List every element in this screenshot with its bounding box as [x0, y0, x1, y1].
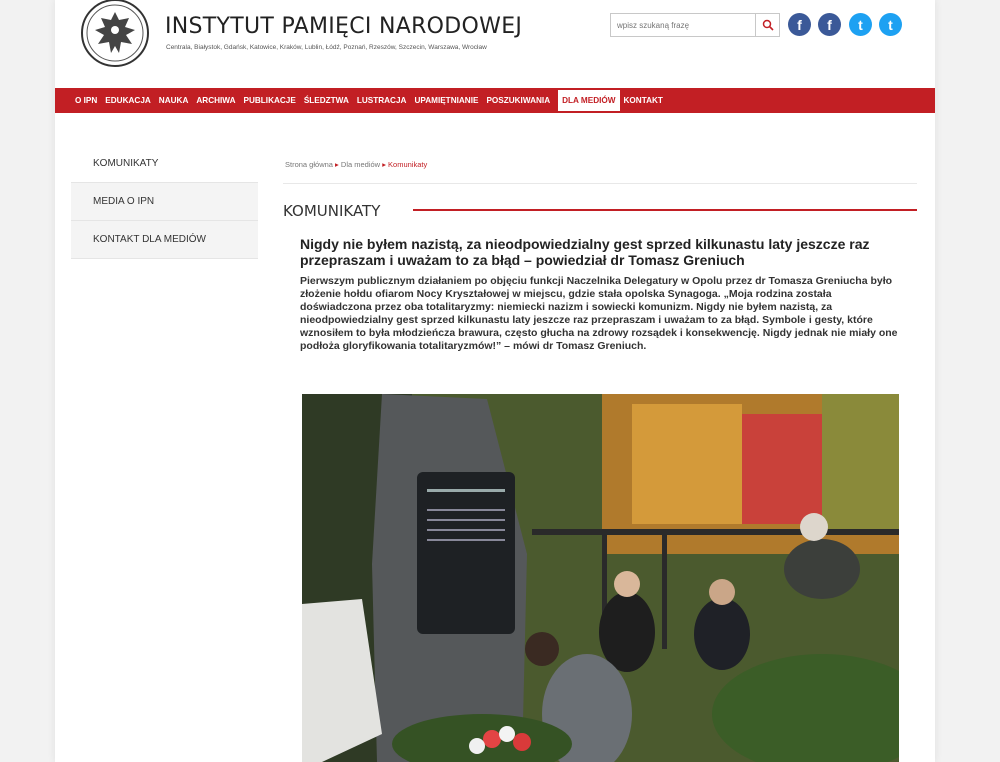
breadcrumb-current: Komunikaty [388, 160, 428, 169]
sidebar-item-kontakt-dla-mediow[interactable]: KONTAKT DLA MEDIÓW [71, 221, 258, 259]
site-header [55, 0, 935, 88]
nav-item-upamietnianie[interactable]: UPAMIĘTNIANIE [414, 96, 479, 105]
search-button[interactable] [755, 14, 779, 36]
page [55, 0, 935, 762]
divider [283, 183, 917, 184]
nav-item-kontakt[interactable]: KONTAKT [623, 96, 663, 105]
nav-item-lustracja[interactable]: LUSTRACJA [356, 96, 407, 105]
nav-item-poszukiwania[interactable]: POSZUKIWANIA [486, 96, 551, 105]
nav-item-o-ipn[interactable]: O IPN [75, 96, 98, 105]
nav-item-sledztwa[interactable]: ŚLEDZTWA [303, 96, 349, 105]
section-title: KOMUNIKATY [283, 202, 381, 220]
article-title[interactable]: Nigdy nie byłem nazistą, za nieodpowiedzialny gest sprzed kilkunastu laty jeszcze raz przepraszam i uważam to za błąd – powiedział dr Tomasz Greniuch [300, 236, 870, 268]
search-input[interactable] [611, 14, 755, 36]
article-lead: Pierwszym publicznym działaniem po objęciu funkcji Naczelnika Delegatury w Opolu przez dr Tomasza Greniucha było złożenie hołdu ofiarom Nocy Kryształowej w miejscu, gdzie stała opolska Synagoga. „Moja rodzina została doświadczona przez oba totalitaryzmy: niemiecki nazizm i sowiecki komunizm. Nigdy nie byłem nazistą, za nieodpowiedzialny gest sprzed kilkunastu laty jeszcze raz przepraszam i uważam to za błąd. Symbole i gesty, które wznosiłem to była młodzieńcza brawura, często głucha na zdrowy rozsądek i konsekwencję. Nigdy jednak nie miały one podłoża gloryfikowania totalitaryzmów!” – mówi dr Tomasz Greniuch. [300, 275, 898, 352]
site-title[interactable]: INSTYTUT PAMIĘCI NARODOWEJ [165, 14, 523, 39]
twitter-icon[interactable] [849, 13, 872, 36]
breadcrumb [285, 160, 427, 169]
facebook-glyph: f [797, 16, 802, 33]
nav-item-edukacja[interactable]: EDUKACJA [105, 96, 151, 105]
search-box [610, 13, 780, 37]
breadcrumb-separator-icon: ▸ [335, 160, 339, 169]
sidebar [71, 145, 258, 259]
twitter-icon[interactable] [879, 13, 902, 36]
section-title-underline [413, 209, 917, 211]
twitter-glyph: t [888, 16, 893, 33]
branch-cities: Centrala, Białystok, Gdańsk, Katowice, Kraków, Lublin, Łódź, Poznań, Rzeszów, Szczecin, Warszawa, Wrocław [166, 44, 487, 51]
main-nav [55, 88, 935, 113]
sidebar-item-media-o-ipn[interactable]: MEDIA O IPN [71, 183, 258, 221]
article-photo[interactable] [302, 394, 899, 762]
breadcrumb-media[interactable]: Dla mediów [340, 160, 381, 169]
nav-item-archiwa[interactable]: ARCHIWA [196, 96, 236, 105]
facebook-glyph: f [827, 16, 832, 33]
search-icon [762, 19, 774, 31]
nav-item-publikacje[interactable]: PUBLIKACJE [243, 96, 296, 105]
sidebar-item-komunikaty[interactable]: KOMUNIKATY [71, 145, 258, 183]
twitter-glyph: t [858, 16, 863, 33]
breadcrumb-separator-icon: ▸ [382, 160, 386, 169]
facebook-icon[interactable] [818, 13, 841, 36]
nav-item-dla-mediow[interactable]: DLA MEDIÓW [558, 90, 619, 111]
breadcrumb-home[interactable]: Strona główna [285, 160, 333, 169]
facebook-icon[interactable] [788, 13, 811, 36]
ipn-emblem-logo[interactable] [77, 0, 153, 70]
nav-item-nauka[interactable]: NAUKA [158, 96, 189, 105]
